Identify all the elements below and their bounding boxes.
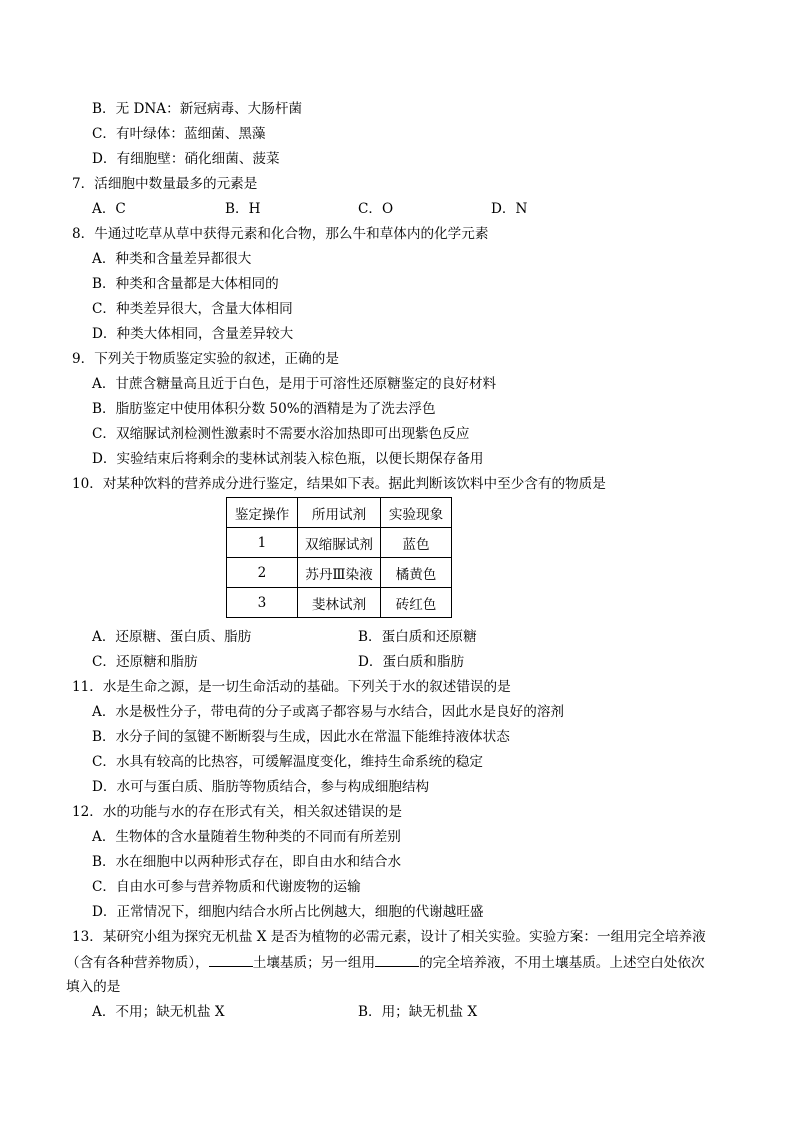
table-header-cell: 实验现象 (381, 498, 452, 528)
q8-option-c: C．种类差异很大，含量大体相同 (92, 301, 293, 317)
q13-stem-line1: 13．某研究小组为探究无机盐 X 是否为植物的必需元素，设计了相关实验。实验方案：一组用完全培养液 (72, 929, 706, 945)
q7-option-a: A．C (92, 201, 126, 217)
q10-stem: 10．对某种饮料的营养成分进行鉴定，结果如下表。据此判断该饮料中至少含有的物质是 (72, 476, 606, 492)
q10-option-b: B．蛋白质和还原糖 (358, 629, 477, 645)
q11-option-d: D．水可与蛋白质、脂肪等物质结合，参与构成细胞结构 (92, 779, 430, 795)
q9-stem: 9．下列关于物质鉴定实验的叙述，正确的是 (72, 351, 339, 367)
q9-option-d: D．实验结束后将剩余的斐林试剂装入棕色瓶，以便长期保存备用 (92, 451, 484, 467)
q8-option-b: B．种类和含量都是大体相同的 (92, 276, 279, 292)
q12-option-b: B．水在细胞中以两种形式存在，即自由水和结合水 (92, 854, 402, 870)
q13-option-b: B．用；缺无机盐 X (358, 1004, 478, 1020)
table-cell: 双缩脲试剂 (298, 528, 381, 558)
table-row (227, 588, 452, 618)
q9-option-b: B．脂肪鉴定中使用体积分数 50%的酒精是为了洗去浮色 (92, 401, 436, 417)
table-cell: 苏丹Ⅲ染液 (298, 558, 381, 588)
table-cell: 蓝色 (381, 528, 452, 558)
experiment-table (226, 497, 452, 618)
q12-stem: 12．水的功能与水的存在形式有关，相关叙述错误的是 (72, 804, 402, 820)
answer-blank (375, 953, 419, 967)
q7-option-b: B．H (225, 201, 261, 217)
q10-option-d: D．蛋白质和脂肪 (358, 654, 465, 670)
q13-text: 的完全培养液，不用土壤基质。上述空白处依次 (419, 955, 705, 971)
q9-option-c: C．双缩脲试剂检测性激素时不需要水浴加热即可出现紫色反应 (92, 426, 470, 442)
table-cell: 3 (227, 588, 298, 618)
q6-option-d: D．有细胞壁：硝化细菌、菠菜 (92, 151, 280, 167)
table-cell: 橘黄色 (381, 558, 452, 588)
table-cell: 2 (227, 558, 298, 588)
answer-blank (209, 953, 253, 967)
q7-option-d: D．N (491, 201, 528, 217)
table-header-cell: 鉴定操作 (227, 498, 298, 528)
q10-option-a: A．还原糖、蛋白质、脂肪 (92, 629, 252, 645)
table-row (227, 558, 452, 588)
q8-option-d: D．种类大体相同，含量差异较大 (92, 326, 294, 342)
q13-text: 土壤基质；另一组用 (252, 955, 376, 971)
q6-option-b: B．无 DNA：新冠病毒、大肠杆菌 (92, 101, 303, 117)
q11-stem: 11．水是生命之源，是一切生命活动的基础。下列关于水的叙述错误的是 (72, 679, 511, 695)
table-header-row (227, 498, 452, 528)
q12-option-c: C．自由水可参与营养物质和代谢废物的运输 (92, 879, 361, 895)
q10-option-c: C．还原糖和脂肪 (92, 654, 198, 670)
q12-option-d: D．正常情况下，细胞内结合水所占比例越大，细胞的代谢越旺盛 (92, 904, 484, 920)
q8-stem: 8．牛通过吃草从草中获得元素和化合物，那么牛和草体内的化学元素 (72, 226, 489, 242)
q13-stem-line2 (66, 953, 705, 972)
q8-option-a: A．种类和含量差异都很大 (92, 251, 252, 267)
q7-stem: 7．活细胞中数量最多的元素是 (72, 176, 258, 192)
q13-text: （含有各种营养物质）， (66, 955, 209, 971)
table-row (227, 528, 452, 558)
q11-option-a: A．水是极性分子，带电荷的分子或离子都容易与水结合，因此水是良好的溶剂 (92, 704, 565, 720)
q9-option-a: A．甘蔗含糖量高且近于白色，是用于可溶性还原糖鉴定的良好材料 (92, 376, 497, 392)
q6-option-c: C．有叶绿体：蓝细菌、黑藻 (92, 126, 266, 142)
table-header-cell: 所用试剂 (298, 498, 381, 528)
q7-option-c: C．O (358, 201, 394, 217)
table-cell: 砖红色 (381, 588, 452, 618)
q12-option-a: A．生物体的含水量随着生物种类的不同而有所差别 (92, 829, 401, 845)
table-cell: 1 (227, 528, 298, 558)
q11-option-b: B．水分子间的氢键不断断裂与生成，因此水在常温下能维持液体状态 (92, 729, 510, 745)
q13-stem-line3: 填入的是 (66, 979, 121, 995)
table-cell: 斐林试剂 (298, 588, 381, 618)
q13-option-a: A．不用；缺无机盐 X (92, 1004, 225, 1020)
q11-option-c: C．水具有较高的比热容，可缓解温度变化，维持生命系统的稳定 (92, 754, 484, 770)
